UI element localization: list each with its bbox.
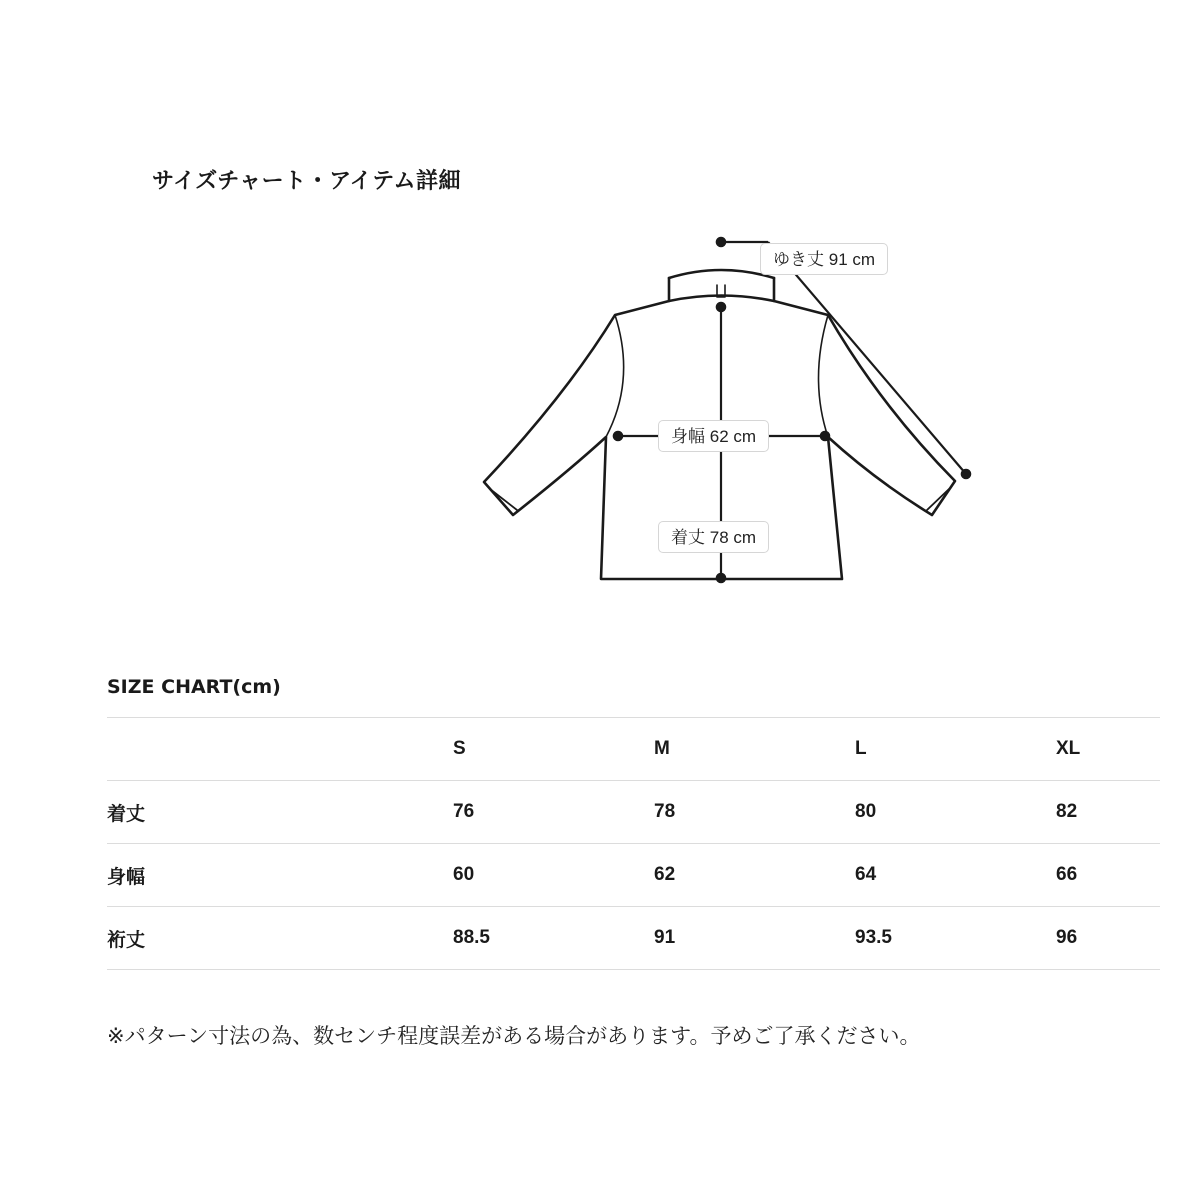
- row-label: 裄丈: [107, 907, 453, 970]
- header-cell-s: S: [453, 718, 654, 781]
- table-cell: 60: [453, 844, 654, 907]
- collar: [669, 270, 774, 278]
- length-label: 着丈: [671, 528, 705, 547]
- sleeve-value: 91 cm: [828, 250, 876, 269]
- table-row: [107, 781, 1160, 844]
- length-measurement-label: [658, 521, 769, 553]
- table-cell: 76: [453, 781, 654, 844]
- sleeve-line-diag: [768, 242, 966, 474]
- header-cell-l: L: [855, 718, 1056, 781]
- size-chart-title: SIZE CHART(cm): [107, 676, 281, 698]
- table-row: [107, 907, 1160, 970]
- table-cell: 93.5: [855, 907, 1056, 970]
- header-cell-m: M: [654, 718, 855, 781]
- width-label: 身幅: [671, 427, 705, 446]
- table-row: [107, 844, 1160, 907]
- header-cell-xl: XL: [1056, 718, 1160, 781]
- table-cell: 66: [1056, 844, 1160, 907]
- length-value: 78 cm: [709, 528, 757, 547]
- table-cell: 82: [1056, 781, 1160, 844]
- row-label: 着丈: [107, 781, 453, 844]
- table-cell: 96: [1056, 907, 1160, 970]
- header-cell-empty: [107, 718, 453, 781]
- size-chart-table: [107, 717, 1160, 970]
- table-cell: 78: [654, 781, 855, 844]
- table-cell: 64: [855, 844, 1056, 907]
- row-label: 身幅: [107, 844, 453, 907]
- table-cell: 88.5: [453, 907, 654, 970]
- sleeve-measurement-label: [760, 243, 888, 275]
- table-cell: 62: [654, 844, 855, 907]
- table-cell: 91: [654, 907, 855, 970]
- table-cell: 80: [855, 781, 1056, 844]
- width-value: 62 cm: [709, 427, 757, 446]
- width-measurement-label: [658, 420, 769, 452]
- disclaimer-note: ※パターン寸法の為、数センチ程度誤差がある場合があります。予めご了承ください。: [107, 1024, 921, 1048]
- table-header-row: [107, 718, 1160, 781]
- sleeve-label: ゆき丈: [773, 250, 824, 269]
- page-title: サイズチャート・アイテム詳細: [152, 169, 462, 194]
